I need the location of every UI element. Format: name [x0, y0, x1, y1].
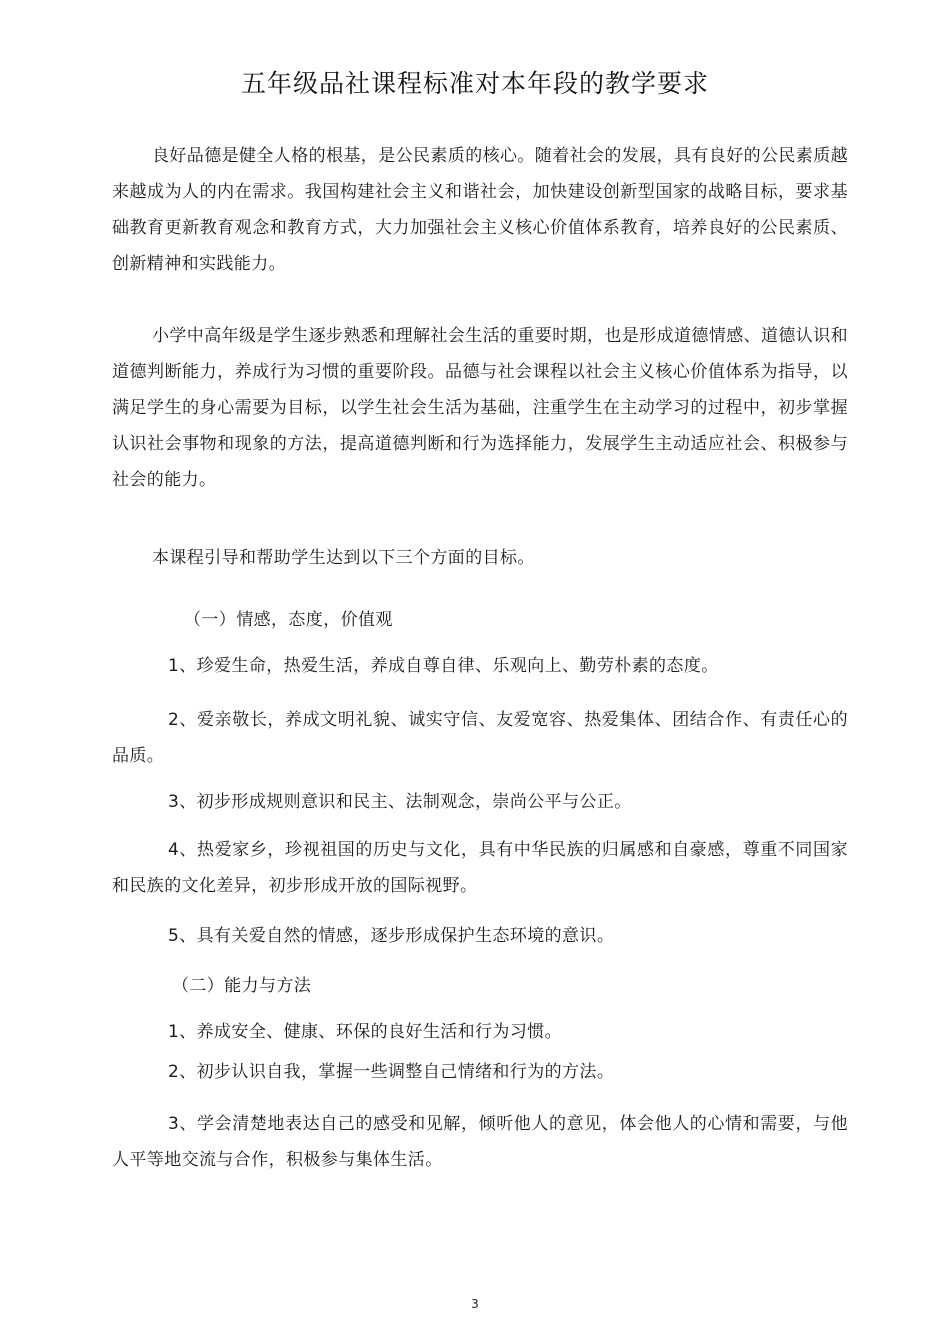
document-title: 五年级品社课程标准对本年段的教学要求 — [240, 69, 709, 98]
paragraph-intro: 良好品德是健全人格的根基，是公民素质的核心。随着社会的发展，具有良好的公民素质越来越成为人的内在需求。我国构建社会主义和谐社会，加快建设创新型国家的战略目标，要求基础教育更新教育观念和教育方式，大力加强社会主义核心价值体系教育，培养良好的公民素质、创新精神和实践能力。 — [112, 146, 848, 274]
paragraph-goals-lead: 本课程引导和帮助学生达到以下三个方面的目标。 — [152, 548, 535, 568]
section-heading-ability: （二）能力与方法 — [172, 976, 312, 996]
list-item: 1、珍爱生命，热爱生活，养成自尊自律、乐观向上、勤劳朴素的态度。 — [168, 656, 719, 676]
list-item: 4、热爱家乡，珍视祖国的历史与文化，具有中华民族的归属感和自豪感，尊重不同国家和民族的文化差异，初步形成开放的国际视野。 — [112, 840, 848, 896]
list-item: 2、爱亲敬长，养成文明礼貌、诚实守信、友爱宽容、热爱集体、团结合作、有责任心的品质。 — [112, 710, 848, 766]
list-item: 2、初步认识自我，掌握一些调整自己情绪和行为的方法。 — [168, 1062, 615, 1082]
list-item: 3、初步形成规则意识和民主、法制观念，崇尚公平与公正。 — [168, 792, 632, 812]
section-heading-attitude: （一）情感，态度，价值观 — [184, 610, 393, 630]
list-item: 5、具有关爱自然的情感，逐步形成保护生态环境的意识。 — [168, 926, 615, 946]
list-item: 3、学会清楚地表达自己的感受和见解，倾听他人的意见，体会他人的心情和需要，与他人平等地交流与合作，积极参与集体生活。 — [112, 1114, 848, 1170]
page-number: 3 — [471, 1297, 479, 1311]
paragraph-grade-period: 小学中高年级是学生逐步熟悉和理解社会生活的重要时期，也是形成道德情感、道德认识和道德判断能力，养成行为习惯的重要阶段。品德与社会课程以社会主义核心价值体系为指导，以满足学生的身心需要为目标，以学生社会生活为基础，注重学生在主动学习的过程中，初步掌握认识社会事物和现象的方法，提高道德判断和行为选择能力，发展学生主动适应社会、积极参与社会的能力。 — [112, 326, 848, 490]
list-item: 1、养成安全、健康、环保的良好生活和行为习惯。 — [168, 1022, 563, 1042]
